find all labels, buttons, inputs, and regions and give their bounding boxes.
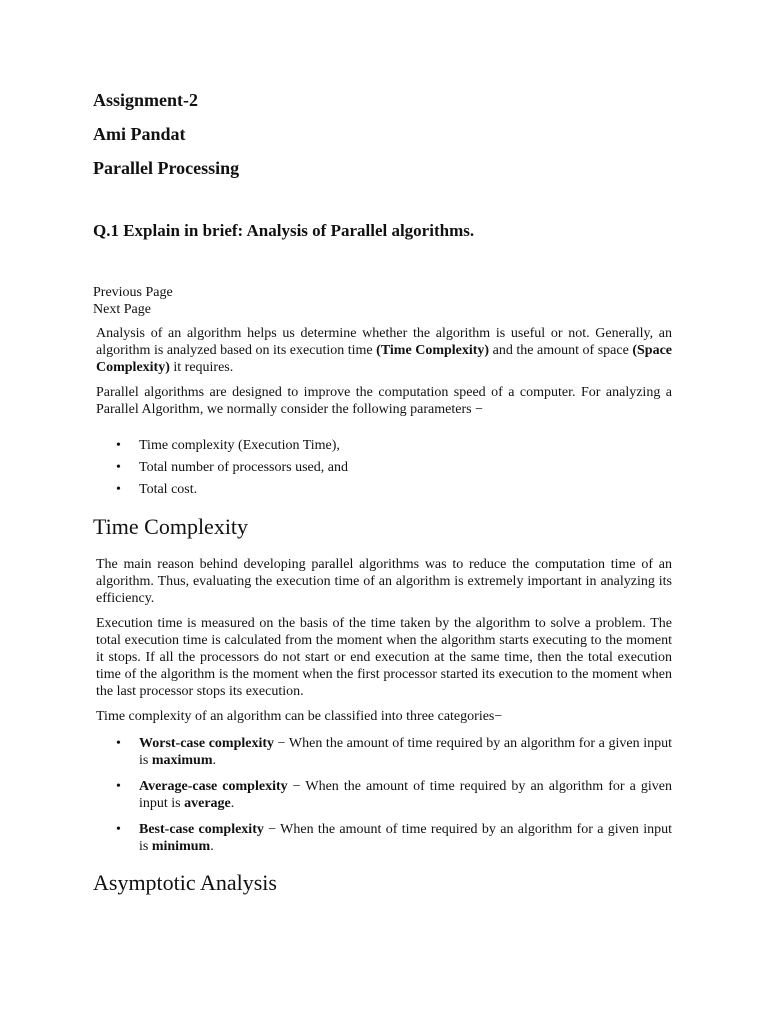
case-term: Average-case complexity [139,779,288,794]
previous-page-link[interactable]: Previous Page [93,285,173,300]
case-key: minimum [151,839,211,854]
time-complexity-paragraph-3: Time complexity of an algorithm can be classified into three categories− [96,709,503,724]
case-description: − When the amount of time required by an algorithm for a given input is [139,822,672,854]
case-end: . [212,753,217,768]
list-item [116,821,672,855]
intro-text-e: it requires. [169,360,234,375]
author-name: Ami Pandat [93,124,186,144]
case-end: . [230,796,235,811]
case-end: . [210,839,214,854]
bullet-icon: • [116,460,121,475]
list-item-text: Time complexity (Execution Time), [139,438,340,453]
case-description: − When the amount of time required by an algorithm for a given input is [139,779,672,811]
next-page-link[interactable]: Next Page [93,302,151,317]
list-item-text [139,735,672,769]
list-item-text [139,778,672,812]
list-item [116,735,672,769]
section-heading-asymptotic-analysis: Asymptotic Analysis [93,870,277,895]
case-description: − When the amount of time required by an algorithm for a given input is [139,736,672,768]
list-item [116,481,672,498]
intro-paragraph-2: Parallel algorithms are designed to improve the computation speed of a computer. For analyzing a Parallel Algorithm, we normally consider the following parameters − [96,385,672,417]
list-item-text [139,821,672,855]
assignment-title: Assignment-2 [93,90,199,110]
question-title: Q.1 Explain in brief: Analysis of Parallel algorithms. [93,221,475,240]
list-item-text: Total cost. [139,482,198,497]
bullet-icon: • [116,482,121,497]
time-complexity-paragraph-2: Execution time is measured on the basis of the time taken by the algorithm to solve a problem. The total execution time is calculated from the moment when the algorithm starts executing to the moment it stops. If all the processors do not start or end execution at the same time, then the total execution time of the algorithm is the moment when the first processor started its execution to the moment when the last processor stops its execution. [96,616,672,699]
intro-paragraph-1 [96,325,672,376]
bullet-icon: • [116,736,121,751]
list-item [116,778,672,812]
bullet-icon: • [116,822,121,837]
list-item [116,459,672,476]
case-key: average [184,796,231,811]
intro-text-c: and the amount of space [489,343,633,358]
list-item [116,437,672,454]
space-complexity-term: (Space Complexity) [96,343,673,375]
list-item-text: Total number of processors used, and [139,460,348,475]
case-term: Best-case complexity [139,822,264,837]
intro-text-a: Analysis of an algorithm helps us determine whether the algorithm is useful or not. Generally, an algorithm is analyzed based on its execution time [96,326,672,358]
section-heading-time-complexity: Time Complexity [93,514,249,539]
time-complexity-paragraph-1: The main reason behind developing parallel algorithms was to reduce the computation time of an algorithm. Thus, evaluating the execution time of an algorithm is extremely important in analyzing its efficiency. [96,557,672,606]
time-complexity-term: (Time Complexity) [376,343,490,358]
case-term: Worst-case complexity [139,736,275,751]
bullet-icon: • [116,779,121,794]
course-name: Parallel Processing [93,158,240,178]
bullet-icon: • [116,438,121,453]
case-key: maximum [151,753,213,768]
